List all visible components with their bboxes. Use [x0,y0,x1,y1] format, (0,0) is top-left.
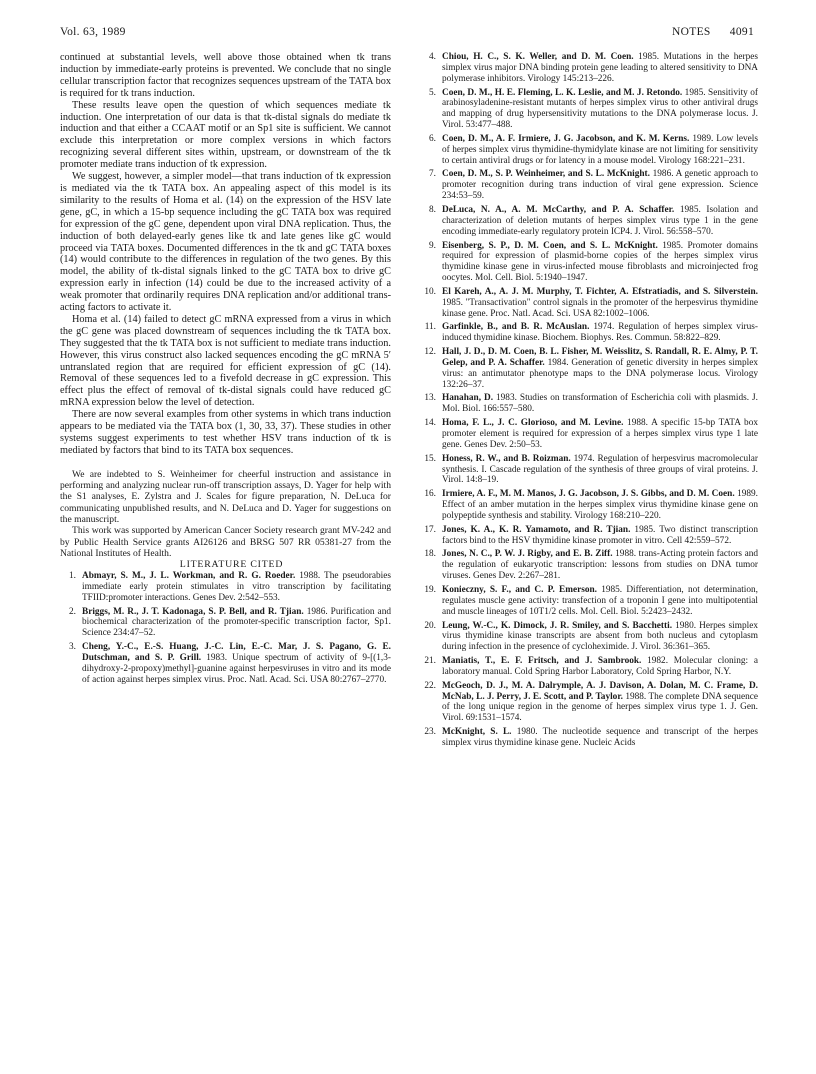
reference-authors: McGeoch, D. J., M. A. Dalrymple, A. J. Davison, A. Dolan, M. C. Frame, D. McNab, L. J. Perry, J. E. Scott, and P. Taylor. [442,680,758,702]
funding-paragraph: This work was supported by American Cancer Society research grant MV-242 and by Public Health Service grants AI26126 and BRSG 507 RR 05381-27 from the National Institutes of Health. [60,525,391,559]
reference-authors: McKnight, S. L. [442,727,512,738]
reference-number: 3. [69,642,76,653]
literature-cited-heading: LITERATURE CITED [179,559,284,571]
header-right [656,26,754,38]
reference-text: 1988. The complete DNA sequence of the long unique region in the genome of herpes simplex virus type 1. J. Gen. Virol. 69:1531–1574. [442,691,758,724]
body-paragraph: continued at substantial levels, well above those obtained when tk trans induction by immediate-early proteins is prevented. We conclude that no single cellular transcription factor that recognizes sequences upstream of the TATA box is required for tk trans induction. [60,52,391,99]
reference-text: 1986. Purification and biochemical characterization of the promoter-specific transcription factor, Sp1. Science 234:47–52. [82,606,391,639]
reference-item [420,347,758,390]
reference-text: 1988. A specific 15-bp TATA box promoter element is required for expression of a herpes simplex virus type 1 late gene. Genes Dev. 2:50–53. [442,418,758,450]
reference-authors: Garfinkle, B., and B. R. McAuslan. [442,322,590,333]
reference-number: 4. [429,52,436,62]
reference-number: 2. [69,606,76,617]
reference-authors: Briggs, M. R., J. T. Kadonaga, S. P. Bell, and R. Tjian. [82,606,304,617]
reference-list-left [60,571,391,685]
reference-item [420,169,758,202]
reference-text: 1986. A genetic approach to promoter recognition during trans induction of viral gene expression. Science 234:53–59. [442,169,758,202]
reference-number: 9. [429,240,436,251]
reference-text: 1989. Effect of an amber mutation in the herpes simplex virus thymidine kinase gene on polypeptide synthesis and stability. Virology 168:210–220. [442,489,758,521]
journal-volume: Vol. 63, 1989 [60,26,126,38]
reference-number: 18. [424,549,436,560]
reference-text: 1985. Sensitivity of arabinosyladenine-resistant mutants of herpes simplex virus to other antiviral drugs and mapping of drug hypersensitivity mutations to the DNA polymerase locus. J. Virol. 53:477–488. [442,87,758,131]
reference-text: 1988. The pseudorabies immediate early protein stimulates in vitro transcription by facilitating TFIID:promoter interactions. Genes Dev. 2:542–553. [82,571,391,603]
reference-list-right [420,52,758,749]
reference-item [420,549,758,582]
reference-number: 5. [429,87,436,98]
reference-text: 1980. The nucleotide sequence and transcript of the herpes simplex virus thymidine kinase gene. Nucleic Acids [442,727,759,748]
body-paragraph: We suggest, however, a simpler model—that trans induction of tk expression is mediated via the tk TATA box. An appealing aspect of this model is its similarity to the results of Homa et al. (14) on the expression of the HSV late gene, gC, in which a 15-bp sequence including the gC TATA box was required for expression of the gC gene, dependent upon viral DNA replication. Thus, the induction of both delayed-early genes like tk and late genes like gC would proceed via TATA boxes. Documented differences in the tk and gC TATA boxes (14) would contribute to the differences in regulation of the two genes. By this model, the ability of tk-distal signals linked to the gC TATA box to drive gC expression early in infection (14) could be due to the increased activity of a weak promoter that ordinarily requires DNA replication and/or additional trans-acting factors to activate it. [60,171,391,314]
reference-number: 21. [424,656,436,667]
reference-number: 22. [424,680,436,691]
reference-number: 15. [424,453,436,464]
reference-number: 20. [424,620,436,631]
reference-item [420,322,758,344]
reference-authors: Coen, D. M., S. P. Weinheimer, and S. L. McKnight. [442,169,650,180]
reference-number: 10. [424,286,436,297]
reference-item [420,525,758,547]
reference-authors: Honess, R. W., and B. Roizman. [442,453,571,464]
reference-item [420,621,758,654]
reference-number: 13. [424,393,436,404]
body-paragraph: These results leave open the question of which sequences mediate tk induction. One interpretation of our data is that tk-distal signals do mediate tk induction and that either a CCAAT motif or an Sp1 site is sufficient. We cannot exclude this interpretation or more complex versions in which factors recognizing several different sites within, upstream, or downstream of the tk promoter mediate trans induction of tk expression. [60,99,391,171]
reference-item [60,571,391,604]
reference-text: 1985. Promoter domains required for expression of plasmid-borne copies of the herpes simplex virus thymidine kinase gene in virus-infected mouse fibroblasts and microinjected frog oocytes. Mol. Cell. Biol. 5:1940–1947. [442,240,758,284]
reference-item [420,656,758,678]
reference-text: 1980. Herpes simplex virus thymidine kinase transcripts are absent from both nucleus and cytoplasm during infection in the presence of cycloheximide. J. Virol. 36:361–365. [442,620,758,653]
reference-authors: Abmayr, S. M., J. L. Workman, and R. G. Roeder. [82,571,296,582]
reference-authors: Coen, D. M., H. E. Fleming, L. K. Leslie, and M. J. Retondo. [442,87,683,98]
reference-number: 7. [429,169,436,180]
reference-text: 1985. Isolation and characterization of deletion mutants of herpes simplex virus type 1 in the gene encoding immediate-early regulatory protein ICP4. J. Virol. 56:558–570. [442,204,758,237]
reference-authors: Jones, K. A., K. R. Yamamoto, and R. Tjian. [442,524,631,535]
reference-number: 17. [424,524,436,535]
reference-item [420,585,758,618]
reference-number: 1. [69,571,76,582]
reference-authors: El Kareh, A., A. J. M. Murphy, T. Fichter, A. Efstratiadis, and S. Silverstein. [442,286,758,297]
section-label: NOTES [672,26,711,38]
reference-item [420,454,758,487]
body-paragraph: Homa et al. (14) failed to detect gC mRNA expressed from a virus in which the gC gene was placed downstream of sequences including the tk TATA box. They suggested that the tk TATA box is not sufficient to mediate trans induction. However, this virus construct also lacked sequences encoding the gC mRNA 5′ untranslated region that are required for efficient expression of gC (14). Removal of these sequences led to a fivefold decrease in gC expression. This effect plus the effect of removal of tk-distal signals could have reduced gC mRNA expression below the level of detection. [60,313,391,409]
reference-number: 12. [424,347,436,358]
reference-item [420,393,758,415]
reference-authors: Irmiere, A. F., M. M. Manos, J. G. Jacobson, J. S. Gibbs, and D. M. Coen. [442,489,735,500]
reference-text: 1982. Molecular cloning: a laboratory manual. Cold Spring Harbor Laboratory, Cold Spring Harbor, N.Y. [442,656,758,677]
reference-text: 1974. Regulation of herpes simplex virus-induced thymidine kinase. Biochem. Biophys. Res. Commun. 58:822–829. [442,322,758,344]
reference-authors: Leung, W.-C., K. Dimock, J. R. Smiley, and S. Bacchetti. [442,620,673,631]
reference-text: 1974. Regulation of herpesvirus macromolecular synthesis. I. Cascade regulation of the synthesis of three groups of viral proteins. J. Virol. 14:8–19. [442,453,758,486]
left-column [60,52,391,689]
reference-text: 1985. Mutations in the herpes simplex virus major DNA binding protein gene leading to altered sensitivity to DNA polymerase inhibitors. Virology 145:213–226. [442,52,758,84]
reference-authors: Jones, N. C., P. W. J. Rigby, and E. B. Ziff. [442,549,613,560]
reference-authors: DeLuca, N. A., A. M. McCarthy, and P. A. Schaffer. [442,204,675,215]
reference-item [420,52,758,85]
reference-number: 6. [429,133,436,144]
reference-number: 16. [424,489,436,500]
reference-item [420,287,758,320]
reference-text: 1983. Studies on transformation of Escherichia coli with plasmids. J. Mol. Biol. 166:557–580. [442,393,759,415]
reference-text: 1985. "Transactivation" control signals in the promoter of the herpesvirus thymidine kinase gene. Proc. Natl. Acad. Sci. USA 82:1002–1006. [442,297,758,319]
reference-number: 14. [424,418,436,429]
acknowledgment-paragraph: We are indebted to S. Weinheimer for cheerful instruction and assistance in performing and analyzing nuclear run-off transcription assays, D. Yager for help with the S1 analyses, E. Zylstra and J. Scales for figure preparation, N. DeLuca for communicating unpublished results, and N. DeLuca and D. Yager for suggestions on the manuscript. [60,468,391,525]
reference-authors: Homa, F. L., J. C. Glorioso, and M. Levine. [442,418,624,429]
reference-authors: Coen, D. M., A. F. Irmiere, J. G. Jacobson, and K. M. Kerns. [442,133,690,144]
reference-item [420,134,758,167]
page-header [60,26,754,42]
reference-text: 1983. Unique spectrum of activity of 9-[(1,3-dihydroxy-2-propoxy)methyl]-guanine against herpesviruses in vitro and its mode of action against herpes simplex virus. Proc. Natl. Acad. Sci. USA 80:2767–2770. [82,653,391,685]
reference-authors: Eisenberg, S. P., D. M. Coen, and S. L. McKnight. [442,240,658,251]
page-number: 4091 [729,26,754,38]
body-paragraph: There are now several examples from other systems in which trans induction appears to be mediated via the TATA box (1, 30, 33, 37). These studies in other systems suggest experiments to test whether HSV trans induction of tk is mediated by factors that bind to its TATA box sequences. [60,409,391,456]
reference-authors: Cheng, Y.-C., E.-S. Huang, J.-C. Lin, E.-C. Mar, J. S. Pagano, G. E. Dutschman, and S. P. Grill. [82,642,391,663]
reference-text: 1988. trans-Acting protein factors and the regulation of eukaryotic transcription: lessons from studies on DNA tumor viruses. Genes Dev. 2:267–281. [442,549,758,582]
reference-number: 23. [424,727,436,738]
reference-authors: Hall, J. D., D. M. Coen, B. L. Fisher, M. Weisslitz, S. Randall, R. E. Almy, P. T. Gelep, and P. A. Schaffer. [442,347,758,368]
reference-authors: Chiou, H. C., S. K. Weller, and D. M. Coen. [442,52,634,62]
reference-number: 8. [429,204,436,215]
reference-authors: Hanahan, D. [442,393,494,404]
reference-text: 1989. Low levels of herpes simplex virus thymidine-thymidylate kinase are not limiting for sensitivity to certain antiviral drugs or for latency in a mouse model. Virology 168:221–231. [442,133,759,166]
reference-number: 11. [424,322,436,333]
reference-item [420,241,758,284]
reference-item [420,88,758,131]
reference-item [60,642,391,685]
reference-item [420,205,758,238]
reference-item [420,727,758,749]
reference-text: 1984. Generation of genetic diversity in herpes simplex virus: an antimutator phenotype maps to the DNA polymerase locus. Virology 132:26–37. [442,357,758,390]
reference-number: 19. [424,584,436,595]
reference-item [420,489,758,522]
reference-item [60,607,391,640]
reference-item [420,418,758,451]
right-column [420,52,758,752]
reference-authors: Konieczny, S. F., and C. P. Emerson. [442,584,597,595]
reference-authors: Maniatis, T., E. F. Fritsch, and J. Sambrook. [442,656,642,667]
reference-text: 1985. Differentiation, not determination, regulates muscle gene activity: transfection of a troponin I gene into multipotential and muscle lineages of 10T1/2 cells. Mol. Cell. Biol. 5:2423–2432. [442,584,758,617]
reference-text: 1985. Two distinct transcription factors bind to the HSV thymidine kinase promoter in vitro. Cell 42:559–572. [442,524,758,546]
reference-item [420,681,758,724]
